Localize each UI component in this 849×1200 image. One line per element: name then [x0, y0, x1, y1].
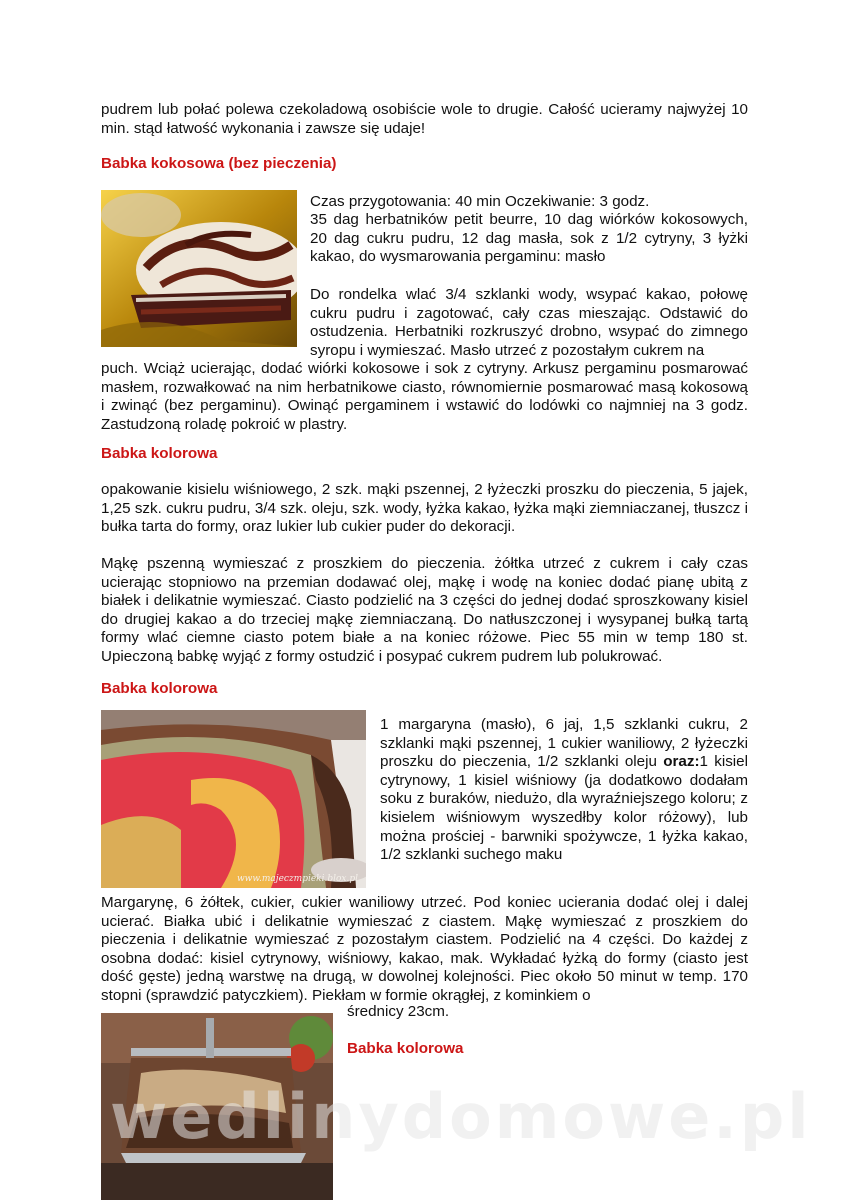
section1-ingredients: 35 dag herbatników petit beurre, 10 dag wiórków kokosowych, 20 dag cukru pudru, 12 dag masła, sok z 1/2 cytryny, 3 łyżki kakao, do wysmarowania pergaminu: masło — [310, 211, 748, 266]
marbled-cake-slice-photo — [101, 190, 297, 347]
section-heading-babka-kokosowa: Babka kokosowa (bez pieczenia) — [101, 155, 337, 172]
intro-paragraph: pudrem lub połać polewa czekoladową osobiście wole to drugie. Całość ucieramy najwyżej 10 min. stąd łatwość wykonania i zawsze się udaje! — [101, 101, 748, 137]
section3-ingredients-b: 1 kisiel cytrynowy, 1 kisiel wiśniowy (ja dodatkowo dodałam soku z buraków, niedużo, dla wyraźniejszego koloru; z kisielem wiśniowym wyszedłby kolor różowy), lub można prościej - barwniki spożywcze, 1 łyżka kakao, 1/2 szklanki suchego maku — [380, 753, 748, 864]
section3-ingredients — [380, 716, 748, 865]
watermark: wedlinydomowe.pl — [110, 1080, 812, 1153]
oraz-label: oraz: — [663, 753, 700, 771]
section3-method-tail: średnicy 23cm. — [347, 1003, 450, 1020]
section1-method-side: Do rondelka wlać 3/4 szklanki wody, wsypać kakao, połowę cukru pudru i zagotować, cały czas mieszając. Odstawić do ostudzenia. Herbatniki rozkruszyć drobno, wsypać do zimnego syropu i wymieszać. Masło utrzeć z pozostałym cukrem na — [310, 286, 748, 359]
section-heading-babka-kolorowa-1: Babka kolorowa — [101, 445, 218, 462]
colorful-bundt-cake-photo — [101, 710, 366, 888]
section1-method-full: puch. Wciąż ucierając, dodać wiórki kokosowe i sok z cytryny. Arkusz pergaminu posmarować masłem, rozwałkować na nim herbatnikowe ciasto, równomiernie posmarować masą kokosową i zwinąć (bez pergaminu). Owinąć pergaminem i wstawić do lodówki co najmniej na 3 godz. Zastudzoną roladę pokroić w plastry. — [101, 360, 748, 433]
section-heading-babka-kolorowa-3: Babka kolorowa — [347, 1040, 464, 1057]
section-heading-babka-kolorowa-2: Babka kolorowa — [101, 680, 218, 697]
section3-method: Margarynę, 6 żółtek, cukier, cukier waniliowy utrzeć. Pod koniec ucierania dodać olej i dalej ucierać. Białka ubić i delikatnie wymieszać z ciastem. Mąkę wymieszać z proszkiem do pieczenia i delikatnie wymieszać z pozostałym ciastem. Podzielić na 4 części. Do każdej z osobna dodać: kisiel cytrynowy, wiśniowy, kakao, mak. Wykładać łyżką do formy (ciasto jest dość gęste) jedną warstwę na drugą, w dowolnej kolejności. Piec około 50 minut w temp. 170 stopni (sprawdzić patyczkiem). Piekłam w formie okrągłej, z kominkiem o — [101, 894, 748, 1004]
photo-caption: www.majeczmpieki.blox.pl — [236, 874, 358, 884]
section2-method: Mąkę pszenną wymieszać z proszkiem do pieczenia. żółtka utrzeć z cukrem i cały czas ucierając stopniowo na przemian dodawać olej, mąkę i wodę na koniec dodać pianę ubitą z białek i delikatnie wymieszać. Ciasto podzielić na 3 części do jednej dodać sproszkowany kisiel do drugiej kakao a do trzeciej mąkę ziemniaczaną. Do natłuszczonej i wysypanej bułką tartą formy wlać ciemne ciasto potem białe a na koniec różowe. Piec 55 min w temp 180 st. Upieczoną babkę wyjąć z formy ostudzić i posypać cukrem pudrem lub polukrować. — [101, 555, 748, 665]
section1-time: Czas przygotowania: 40 min Oczekiwanie: 3 godz. — [310, 193, 650, 210]
section3-ingredients-a: 1 margaryna (masło), 6 jaj, 1,5 szklanki cukru, 2 szklanki mąki pszennej, 1 cukier waniliowy, 2 łyżeczki proszku do pieczenia, 1/2 szklanki oleju — [380, 716, 748, 771]
marble-cake-on-stand-photo — [101, 1013, 333, 1200]
section2-ingredients: opakowanie kisielu wiśniowego, 2 szk. mąki pszennej, 2 łyżeczki proszku do pieczenia, 5 jajek, 1,25 szk. cukru pudru, 3/4 szk. oleju, szk. wody, łyżka kakao, łyżka mąki ziemniaczanej, tłuszcz i bułka tarta do formy, oraz lukier lub cukier puder do dekoracji. — [101, 481, 748, 536]
